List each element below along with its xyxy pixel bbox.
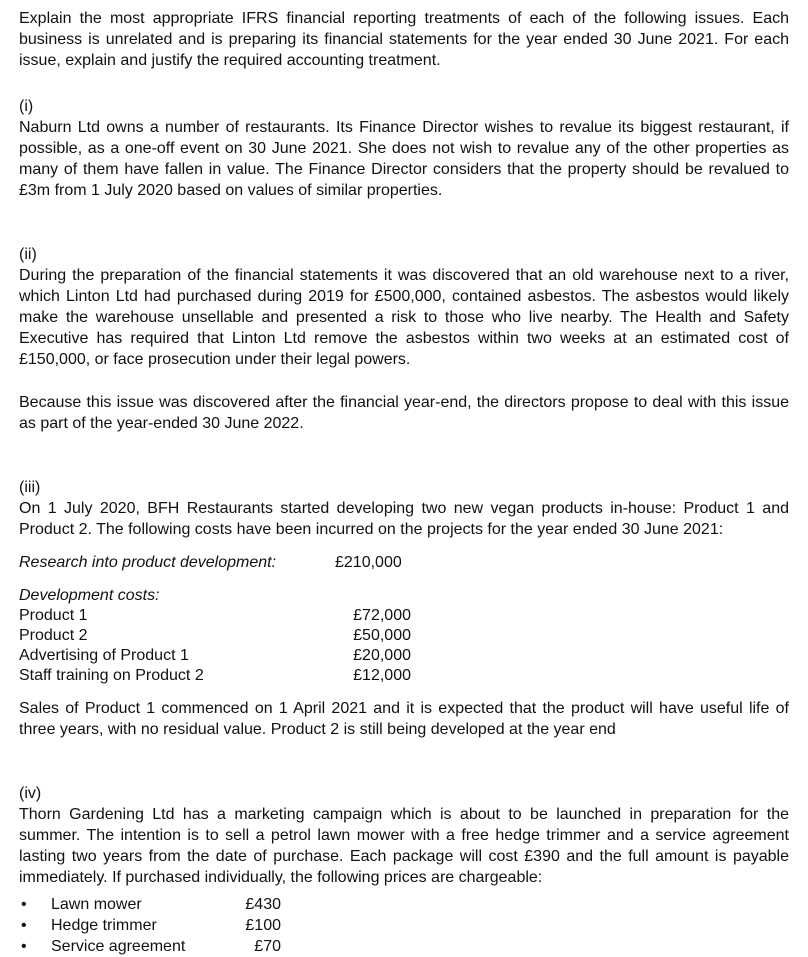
research-label: Research into product development: <box>19 554 277 571</box>
cost-item-name: Staff training on Product 2 <box>19 667 204 684</box>
price-item-name: Hedge trimmer <box>51 917 157 934</box>
bullet-icon: • <box>21 938 27 955</box>
cost-item-amount: £72,000 <box>353 607 411 624</box>
issue-ii-label: (ii) <box>19 246 37 263</box>
issue-iv <box>19 783 789 957</box>
development-costs-heading: Development costs: <box>19 587 160 604</box>
bullet-icon: • <box>21 896 27 913</box>
issue-iii-text: On 1 July 2020, BFH Restaurants started developing two new vegan products in-house: Product 1 and Product 2. The following costs have been incurred on the projects for the year ended 30 June 2021: <box>19 500 789 538</box>
bullet-icon: • <box>21 917 27 934</box>
price-item-name: Lawn mower <box>51 896 142 913</box>
issue-ii-text-1: During the preparation of the financial statements it was discovered that an old warehouse next to a river, which Linton Ltd had purchased during 2019 for £500,000, contained asbestos. The asbestos would likely make the warehouse unsellable and presented a risk to those who live nearby. The Health and Safety Executive has required that Linton Ltd remove the asbestos within two weeks at an estimated cost of £150,000, or face prosecution under their legal powers. <box>19 267 789 368</box>
issue-iv-label: (iv) <box>19 785 42 802</box>
list-item <box>19 936 789 957</box>
document-page <box>19 8 789 957</box>
cost-row <box>19 666 789 686</box>
cost-item-name: Advertising of Product 1 <box>19 647 189 664</box>
issue-iii <box>19 477 789 740</box>
cost-item-amount: £50,000 <box>353 627 411 644</box>
cost-row <box>19 626 789 646</box>
price-item-value: £70 <box>254 938 281 955</box>
cost-row <box>19 646 789 666</box>
cost-item-amount: £12,000 <box>353 667 411 684</box>
cost-row <box>19 606 789 626</box>
issue-ii-text-2: Because this issue was discovered after the financial year-end, the directors propose to deal with this issue as part of the year-ended 30 June 2022. <box>19 394 789 432</box>
research-cost-row <box>19 552 789 573</box>
issue-iii-label: (iii) <box>19 479 41 496</box>
price-item-name: Service agreement <box>51 938 186 955</box>
issue-iii-closing: Sales of Product 1 commenced on 1 April 2021 and it is expected that the product will have useful life of three years, with no residual value. Product 2 is still being developed at the year end <box>19 700 789 738</box>
cost-item-amount: £20,000 <box>353 647 411 664</box>
cost-item-name: Product 1 <box>19 607 88 624</box>
price-list <box>19 894 789 957</box>
development-costs-list <box>19 606 789 686</box>
intro-paragraph: Explain the most appropriate IFRS financial reporting treatments of each of the following issues. Each business is unrelated and is preparing its financial statements for the year ended 30 June 2021. For each issue, explain and justify the required accounting treatment. <box>19 10 789 69</box>
list-item <box>19 894 789 915</box>
list-item <box>19 915 789 936</box>
price-item-value: £430 <box>245 896 281 913</box>
cost-item-name: Product 2 <box>19 627 88 644</box>
issue-iv-text: Thorn Gardening Ltd has a marketing campaign which is about to be launched in preparation for the summer. The intention is to sell a petrol lawn mower with a free hedge trimmer and a service agreement lasting two years from the date of purchase. Each package will cost £390 and the full amount is payable immediately. If purchased individually, the following prices are chargeable: <box>19 806 789 886</box>
research-amount: £210,000 <box>335 554 402 571</box>
issue-i <box>19 96 789 201</box>
issue-i-text: Naburn Ltd owns a number of restaurants. Its Finance Director wishes to revalue its biggest restaurant, if possible, as a one-off event on 30 June 2021. She does not wish to revalue any of the other properties as many of them have fallen in value. The Finance Director considers that the property should be revalued to £3m from 1 July 2020 based on values of similar properties. <box>19 119 789 199</box>
price-item-value: £100 <box>245 917 281 934</box>
issue-i-label: (i) <box>19 98 34 115</box>
issue-ii <box>19 244 789 434</box>
